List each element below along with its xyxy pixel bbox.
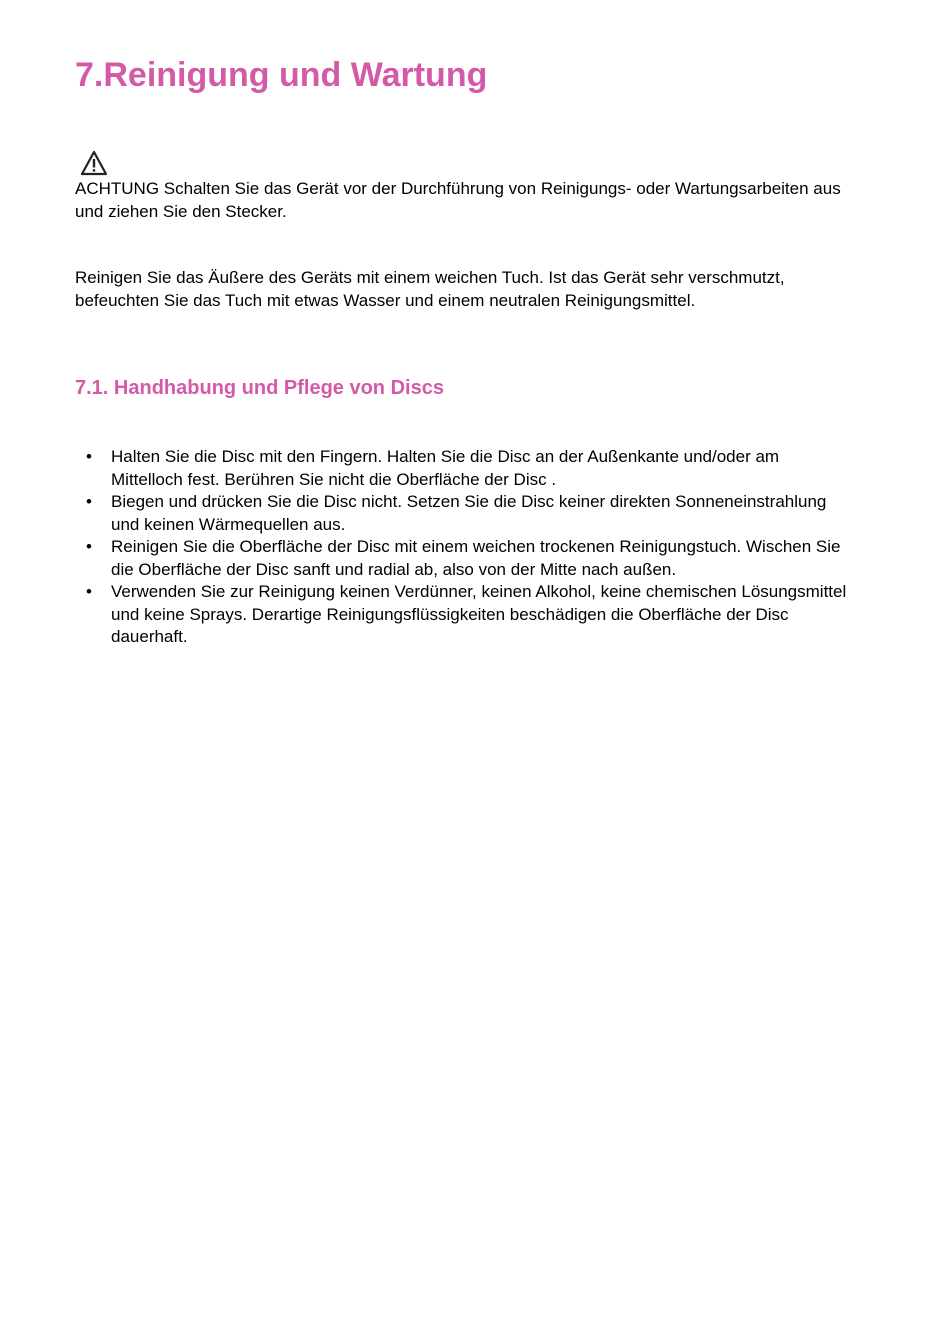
list-item <box>75 536 855 581</box>
list-item <box>75 446 855 491</box>
page-title: 7.Reinigung und Wartung <box>75 56 488 94</box>
list-item-text: Biegen und drücken Sie die Disc nicht. Setzen Sie die Disc keiner direkten Sonneneinstrahlung und keinen Wärmequellen aus. <box>111 492 827 534</box>
bullet-dot: • <box>86 492 92 511</box>
list-item <box>75 491 855 536</box>
list-item-text: Halten Sie die Disc mit den Fingern. Halten Sie die Disc an der Außenkante und/oder am Mittelloch fest. Berühren Sie nicht die Oberfläche der Disc . <box>111 447 780 489</box>
disc-care-list <box>75 446 855 649</box>
bullet-dot: • <box>86 447 92 466</box>
cleaning-paragraph: Reinigen Sie das Äußere des Geräts mit einem weichen Tuch. Ist das Gerät sehr verschmutzt, befeuchten Sie das Tuch mit etwas Wasser und einem neutralen Reinigungsmittel. <box>75 268 785 310</box>
bullet-dot: • <box>86 537 92 556</box>
bullet-dot: • <box>86 582 92 601</box>
list-item-text: Verwenden Sie zur Reinigung keinen Verdünner, keinen Alkohol, keine chemischen Lösungsmittel und keine Sprays. Derartige Reinigungsflüssigkeiten beschädigen die Oberfläche der Disc dauerhaft. <box>111 582 847 646</box>
list-item-text: Reinigen Sie die Oberfläche der Disc mit einem weichen trockenen Reinigungstuch. Wischen Sie die Oberfläche der Disc sanft und radial ab, also von der Mitte nach außen. <box>111 537 841 579</box>
warning-text: ACHTUNG Schalten Sie das Gerät vor der Durchführung von Reinigungs- oder Wartungsarbeiten aus und ziehen Sie den Stecker. <box>75 179 841 221</box>
list-item <box>75 581 855 649</box>
section-title: 7.1. Handhabung und Pflege von Discs <box>75 377 444 399</box>
warning-triangle-icon <box>80 150 108 176</box>
